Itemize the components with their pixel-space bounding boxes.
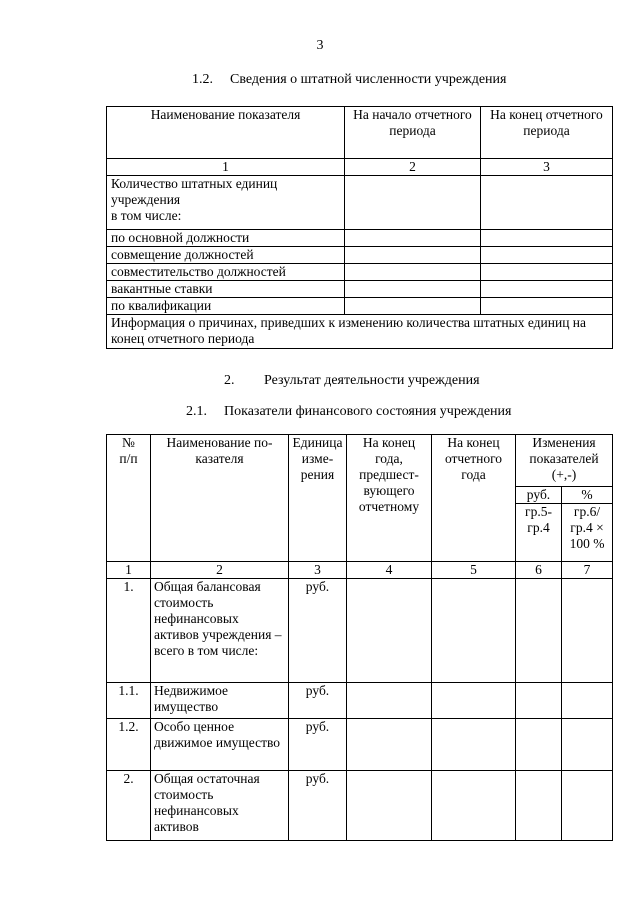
- col-number: 3: [289, 562, 347, 579]
- header-indicator: Наименование показателя: [107, 107, 345, 159]
- value-cell: [432, 771, 516, 841]
- header-rub-formula: гр.5-гр.4: [516, 504, 562, 562]
- header-percent-formula: гр.6/ гр.4 × 100 %: [562, 504, 613, 562]
- row-label: Количество штатных единиц учреждения в том числе:: [107, 176, 345, 230]
- value-cell: [345, 230, 481, 247]
- col-number: 4: [347, 562, 432, 579]
- row-label: совместительство должностей: [107, 264, 345, 281]
- value-cell: [562, 771, 613, 841]
- value-cell: [345, 247, 481, 264]
- row-label: Общая остаточная стоимость нефинансовых активов: [151, 771, 289, 841]
- table-row: [107, 771, 613, 841]
- value-cell: [516, 683, 562, 719]
- value-cell: [516, 579, 562, 683]
- row-label: Недвижимое имущество: [151, 683, 289, 719]
- row-number: 2.: [107, 771, 151, 841]
- col-number: 1: [107, 159, 345, 176]
- row-unit: руб.: [289, 771, 347, 841]
- header-rub: руб.: [516, 487, 562, 504]
- value-cell: [516, 771, 562, 841]
- table-row: [107, 579, 613, 683]
- row-number: 1.: [107, 579, 151, 683]
- row-label: Особо ценное движимое имущество: [151, 719, 289, 771]
- row-label: совмещение должностей: [107, 247, 345, 264]
- header-number: № п/п: [107, 435, 151, 562]
- col-number: 7: [562, 562, 613, 579]
- header-indicator: Наименование по-казателя: [151, 435, 289, 562]
- row-label: вакантные ставки: [107, 281, 345, 298]
- value-cell: [345, 281, 481, 298]
- col-number: 6: [516, 562, 562, 579]
- change-reason-row: Информация о причинах, приведших к изменению количества штатных единиц на конец отчетного периода: [107, 315, 613, 349]
- header-percent: %: [562, 487, 613, 504]
- section-1-2-heading: [192, 72, 506, 88]
- section-2-1-heading: [186, 404, 512, 420]
- row-number: 1.1.: [107, 683, 151, 719]
- row-label: Общая балансовая стоимость нефинансовых активов учреждения – всего в том числе:: [151, 579, 289, 683]
- header-end-period: На конец отчетного периода: [481, 107, 613, 159]
- header-change: Изменения показателей (+,-): [516, 435, 613, 487]
- page-number: 3: [316, 38, 324, 53]
- header-unit: Единица изме-рения: [289, 435, 347, 562]
- value-cell: [347, 771, 432, 841]
- section-title: Результат деятельности учреждения: [264, 373, 480, 388]
- value-cell: [347, 579, 432, 683]
- financial-indicators-table: [106, 434, 613, 841]
- value-cell: [481, 264, 613, 281]
- section-number: 2.1.: [186, 404, 207, 419]
- col-number: 2: [345, 159, 481, 176]
- row-unit: руб.: [289, 579, 347, 683]
- value-cell: [481, 176, 613, 230]
- section-title: Сведения о штатной численности учреждения: [230, 72, 507, 87]
- value-cell: [562, 579, 613, 683]
- value-cell: [481, 230, 613, 247]
- table-row: [107, 719, 613, 771]
- row-label: по основной должности: [107, 230, 345, 247]
- header-current-year: На конец отчетного года: [432, 435, 516, 562]
- value-cell: [481, 247, 613, 264]
- value-cell: [432, 579, 516, 683]
- value-cell: [432, 719, 516, 771]
- value-cell: [347, 683, 432, 719]
- value-cell: [516, 719, 562, 771]
- col-number: 1: [107, 562, 151, 579]
- value-cell: [347, 719, 432, 771]
- header-start-period: На начало отчетного периода: [345, 107, 481, 159]
- section-number: 2.: [224, 373, 235, 388]
- staff-table: [106, 106, 613, 349]
- table-row: [107, 683, 613, 719]
- value-cell: [562, 683, 613, 719]
- value-cell: [345, 176, 481, 230]
- value-cell: [345, 298, 481, 315]
- section-2-heading: [224, 373, 480, 389]
- row-unit: руб.: [289, 683, 347, 719]
- value-cell: [345, 264, 481, 281]
- value-cell: [432, 683, 516, 719]
- row-number: 1.2.: [107, 719, 151, 771]
- value-cell: [562, 719, 613, 771]
- row-unit: руб.: [289, 719, 347, 771]
- col-number: 5: [432, 562, 516, 579]
- value-cell: [481, 298, 613, 315]
- col-number: 2: [151, 562, 289, 579]
- header-prev-year: На конец года, предшест-вующего отчетному: [347, 435, 432, 562]
- section-title: Показатели финансового состояния учреждения: [224, 404, 512, 419]
- section-number: 1.2.: [192, 72, 213, 87]
- row-label: по квалификации: [107, 298, 345, 315]
- col-number: 3: [481, 159, 613, 176]
- value-cell: [481, 281, 613, 298]
